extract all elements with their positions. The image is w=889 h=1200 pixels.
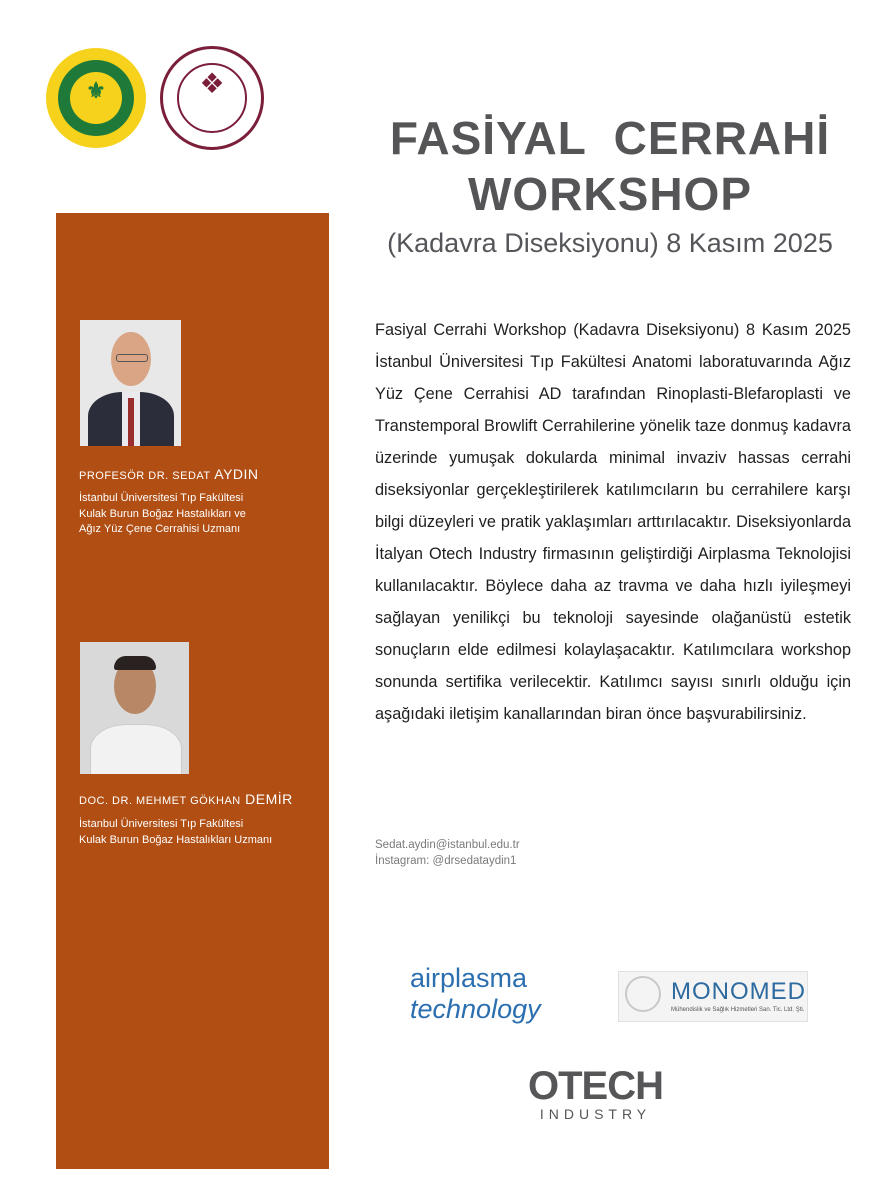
speaker-photo-2 xyxy=(80,642,189,774)
affiliation-line: Kulak Burun Boğaz Hastalıkları Uzmanı xyxy=(79,833,273,846)
contact-instagram: İnstagram: @drsedataydin1 xyxy=(375,855,517,867)
affiliation-line: Ağız Yüz Çene Cerrahisi Uzmanı xyxy=(79,523,241,535)
contact-info xyxy=(375,837,520,869)
airplasma-logo xyxy=(410,963,541,1025)
page-title xyxy=(340,110,880,222)
speaker-surname-2: DEMİR xyxy=(245,791,293,807)
speaker-name-1 xyxy=(79,466,259,482)
monomed-tagline: Mühendislik ve Sağlık Hizmetleri San. Tic. Ltd. Şti. xyxy=(671,1007,805,1013)
airplasma-tagline: technology xyxy=(410,994,541,1024)
airplasma-wordmark: airplasma xyxy=(410,963,528,993)
page-subtitle: (Kadavra Diseksiyonu) 8 Kasım 2025 xyxy=(387,228,833,258)
otech-logo xyxy=(528,1066,663,1122)
speaker-name-2 xyxy=(79,791,293,807)
istanbul-medicine-logo xyxy=(160,46,264,150)
speaker-affiliation-1 xyxy=(79,491,246,538)
monomed-mark-icon xyxy=(625,976,661,1012)
logo-year: 1453 xyxy=(84,124,108,135)
title-line-2: WORKSHOP xyxy=(468,168,752,220)
otech-wordmark: OTECH xyxy=(528,1064,663,1108)
speaker-panel xyxy=(56,213,329,1169)
monomed-wordmark: MONOMED xyxy=(671,978,806,1005)
affiliation-line: İstanbul Üniversitesi Tıp Fakültesi xyxy=(79,492,244,504)
affiliation-line: İstanbul Üniversitesi Tıp Fakültesi xyxy=(79,818,244,830)
title-line-1: FASİYAL CERRAHİ xyxy=(389,112,831,164)
knot-icon: ❖ xyxy=(199,68,225,99)
speaker-photo-1 xyxy=(80,320,181,446)
speaker-affiliation-2 xyxy=(79,817,272,848)
description-paragraph: Fasiyal Cerrahi Workshop (Kadavra Diseksiyonu) 8 Kasım 2025 İstanbul Üniversitesi Tıp Fakültesi Anatomi laboratuvarında Ağız Yüz Çene Cerrahisi AD tarafından Rinoplasti-Blefaroplasti ve Transtemporal Browlift Cerrahilerine yönelik taze donmuş kadavra üzerinde yumuşak dokularda minimal invaziv hassas cerrahi diseksiyonlar gerçekleştirilerek katılımcıların bu cerrahilere karşı bilgi düzeyleri ve pratik yaklaşımları arttırılacaktır. Diseksiyonlarda İtalyan Otech Industry firmasının geliştirdiği Airplasma Teknolojisi kullanılacaktır. Böylece daha az travma ve daha hızlı iyileşmeyi sağlayan yenilikçi bu teknoloji sayesinde olağanüstü estetik sonuçların elde edilmesi kolaylaşacaktır. Katılımcılara workshop sonunda sertifika verilecektir. Katılımcı sayısı sınırlı olduğu için aşağıdaki iletişim kanallarından biran önce başvurabilirsiniz. xyxy=(375,321,851,723)
affiliation-line: Kulak Burun Boğaz Hastalıkları ve xyxy=(79,507,246,520)
contact-email: Sedat.aydin@istanbul.edu.tr xyxy=(375,839,520,851)
monomed-logo xyxy=(618,971,808,1022)
otech-tagline: INDUSTRY xyxy=(539,1106,652,1122)
istanbul-university-logo xyxy=(46,48,146,148)
speaker-title-2: DOC. DR. MEHMET GÖKHAN xyxy=(79,795,241,807)
tulip-icon: ⚜ xyxy=(86,78,106,103)
speaker-surname-1: AYDIN xyxy=(214,466,259,482)
speaker-title-1: PROFESÖR DR. SEDAT xyxy=(79,470,211,482)
